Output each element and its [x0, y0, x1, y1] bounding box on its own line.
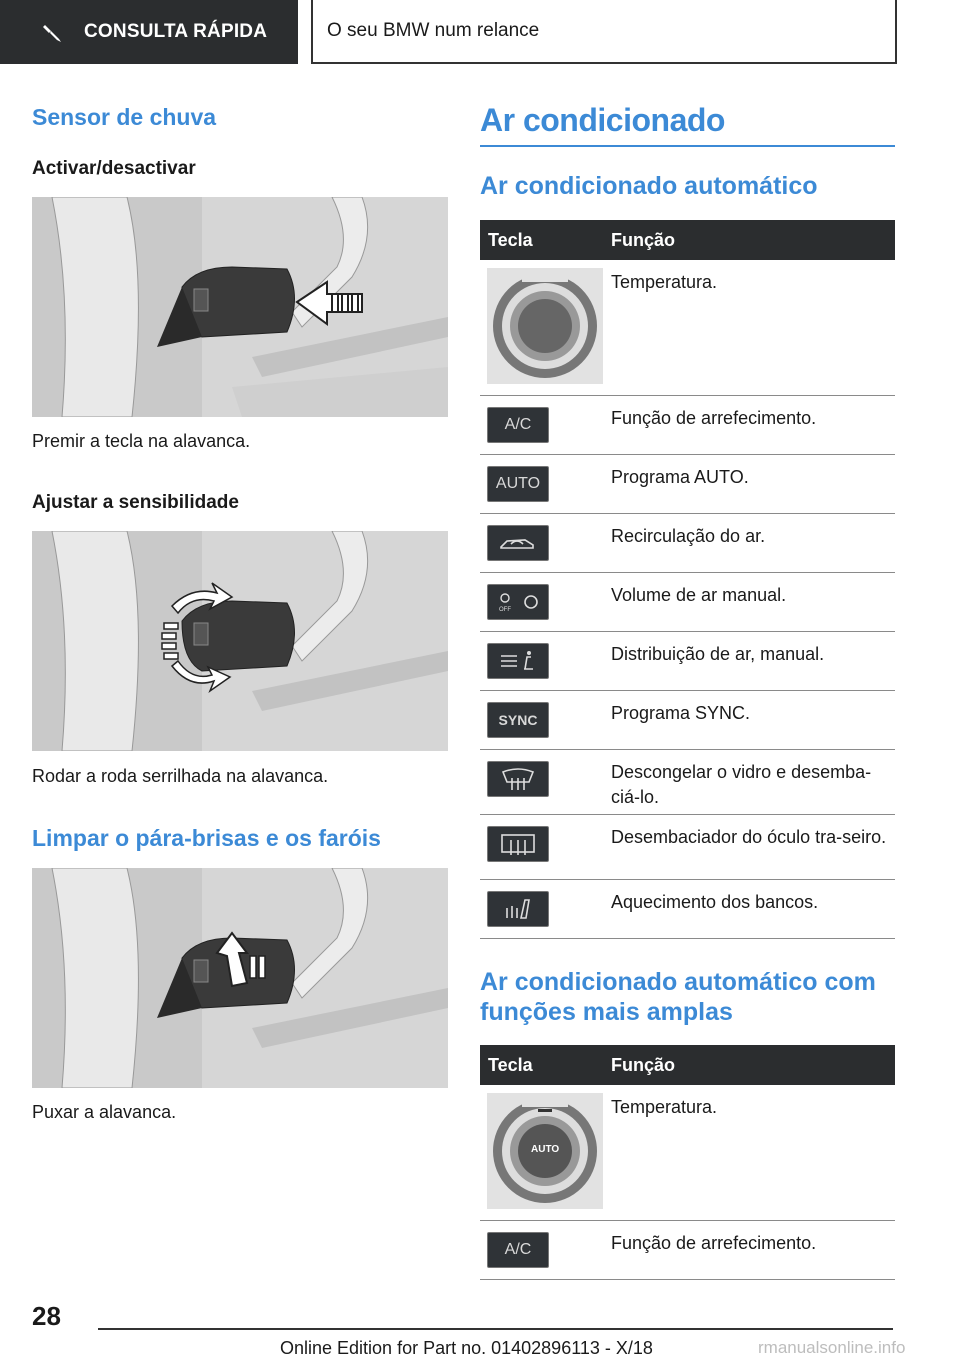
- table-row: [480, 573, 895, 632]
- table-row: [480, 260, 895, 396]
- temperature-knob-icon: [487, 268, 603, 384]
- knob-auto-label: AUTO: [531, 1144, 560, 1155]
- table-row: [480, 632, 895, 691]
- title-rule: [480, 145, 895, 147]
- watermark: rmanualsonline.info: [758, 1338, 906, 1357]
- page-title: Ar condicionado: [480, 102, 725, 138]
- function-text: Função de arrefecimento.: [611, 408, 817, 428]
- function-text: Desembaciador do óculo tra-seiro.: [611, 827, 887, 847]
- recirculation-icon: [487, 525, 549, 561]
- section-title-rain-sensor: Sensor de chuva: [32, 104, 217, 130]
- page-number: 28: [32, 1301, 61, 1331]
- function-text: Função de arrefecimento.: [611, 1233, 817, 1253]
- header-key: Tecla: [488, 230, 533, 250]
- table-row: [480, 1221, 895, 1280]
- table-header: [480, 1045, 895, 1085]
- wrench-icon: [42, 21, 64, 43]
- function-text: Temperatura.: [611, 272, 718, 292]
- function-text: Recirculação do ar.: [611, 526, 766, 546]
- caption-press-button: Premir a tecla na alavanca.: [32, 431, 251, 451]
- breadcrumb-text: O seu BMW num relance: [327, 20, 540, 41]
- function-text: Temperatura.: [611, 1097, 718, 1117]
- ac-key: A/C: [487, 1232, 549, 1268]
- footer-rule: [98, 1328, 893, 1330]
- auto-key: AUTO: [487, 466, 549, 502]
- table-row: [480, 880, 895, 939]
- stalk-press-illustration: [32, 197, 448, 417]
- svg-text:OFF: OFF: [499, 607, 511, 613]
- subheading-sensitivity: Ajustar a sensibilidade: [32, 492, 239, 513]
- header-key: Tecla: [488, 1055, 533, 1075]
- table-header: [480, 220, 895, 260]
- air-distribution-icon: [487, 643, 549, 679]
- caption-pull-stalk: Puxar a alavanca.: [32, 1102, 177, 1122]
- table-row: [480, 455, 895, 514]
- seat-heating-icon: [487, 891, 549, 927]
- table-row: [480, 396, 895, 455]
- section-tab-label: CONSULTA RÁPIDA: [84, 21, 268, 42]
- breadcrumb: [311, 0, 897, 64]
- function-text: Descongelar o vidro e desemba-ciá-lo.: [611, 762, 872, 807]
- function-text: Aquecimento dos bancos.: [611, 892, 819, 912]
- rear-defrost-icon: [487, 826, 549, 862]
- temperature-knob-icon: [487, 1093, 603, 1209]
- subheading-activate: Activar/desactivar: [32, 158, 196, 179]
- table-extended-ac: [480, 1045, 895, 1280]
- table-row: [480, 815, 895, 880]
- function-text: Distribuição de ar, manual.: [611, 644, 825, 664]
- subtitle-auto-ac: Ar condicionado automático: [480, 172, 818, 200]
- fan-icon: [487, 584, 549, 620]
- windshield-defrost-icon: [487, 761, 549, 797]
- section-tab[interactable]: [0, 0, 298, 64]
- footer-edition: Online Edition for Part no. 01402896113 - X/18: [280, 1338, 653, 1358]
- function-text: Programa AUTO.: [611, 467, 749, 487]
- section-title-wash: Limpar o pára-brisas e os faróis: [32, 825, 381, 851]
- table-row: [480, 750, 895, 815]
- table-auto-ac: [480, 220, 895, 939]
- table-row: [480, 1085, 895, 1221]
- caption-rotate-wheel: Rodar a roda serrilhada na alavanca.: [32, 766, 329, 786]
- ac-key: A/C: [487, 407, 549, 443]
- stalk-rotate-illustration: [32, 531, 448, 751]
- function-text: Volume de ar manual.: [611, 585, 787, 605]
- header-function: Função: [611, 1055, 676, 1075]
- table-row: [480, 691, 895, 750]
- subtitle-extended-ac: Ar condicionado automático com funções mais amplas: [480, 968, 876, 1026]
- stalk-pull-illustration: [32, 868, 448, 1088]
- sync-key: SYNC: [487, 702, 549, 738]
- table-row: [480, 514, 895, 573]
- function-text: Programa SYNC.: [611, 703, 751, 723]
- header-function: Função: [611, 230, 676, 250]
